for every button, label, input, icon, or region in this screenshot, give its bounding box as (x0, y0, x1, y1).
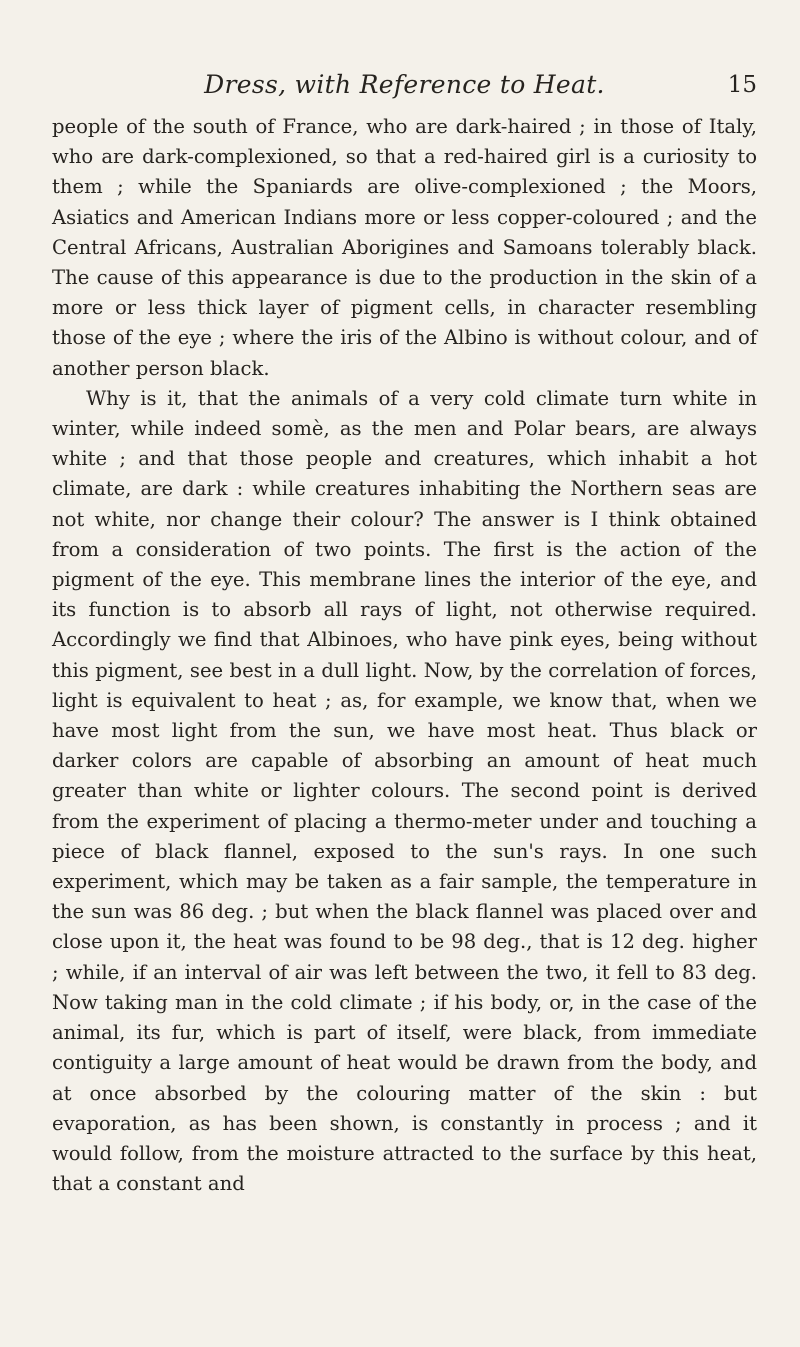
page-number: 15 (727, 72, 757, 98)
book-page (52, 68, 757, 1199)
paragraph: Why is it, that the animals of a very cold climate turn white in winter, while indeed somè, as the men and Polar bears, are always white ; and that those people and creatures, which inhabit a hot climate, are dark : while creatures inhabiting the Northern seas are not white, nor change their colour? The answer is I think obtained from a consideration of two points. The first is the action of the pigment of the eye. This membrane lines the interior of the eye, and its function is to absorb all rays of light, not otherwise required. Accordingly we find that Albinoes, who have pink eyes, being without this pigment, see best in a dull light. Now, by the correlation of forces, light is equivalent to heat ; as, for example, we know that, when we have most light from the sun, we have most heat. Thus black or darker colors are capable of absorbing an amount of heat much greater than white or lighter colours. The second point is derived from the experiment of placing a thermo-meter under and touching a piece of black flannel, exposed to the sun's rays. In one such experiment, which may be taken as a fair sample, the temperature in the sun was 86 deg. ; but when the black flannel was placed over and close upon it, the heat was found to be 98 deg., that is 12 deg. higher ; while, if an interval of air was left between the two, it fell to 83 deg. Now taking man in the cold climate ; if his body, or, in the case of the animal, its fur, which is part of itself, were black, from immediate contiguity a large amount of heat would be drawn from the body, and at once absorbed by the colouring matter of the skin : but evaporation, as has been shown, is constantly in process ; and it would follow, from the moisture attracted to the surface by this heat, that a constant and (52, 386, 757, 1196)
running-head (52, 68, 757, 108)
running-title: Dress, with Reference to Heat. (204, 70, 605, 99)
paragraph-continued: people of the south of France, who are dark-haired ; in those of Italy, who are dark-complexioned, so that a red-haired girl is a curiosity to them ; while the Spaniards are olive-complexioned ; the Moors, Asiatics and American Indians more or less copper-coloured ; and the Central Africans, Australian Aborigines and Samoans tolerably black. The cause of this appearance is due to the production in the skin of a more or less thick layer of pigment cells, in character resembling those of the eye ; where the iris of the Albino is without colour, and of another person black. (52, 115, 757, 380)
